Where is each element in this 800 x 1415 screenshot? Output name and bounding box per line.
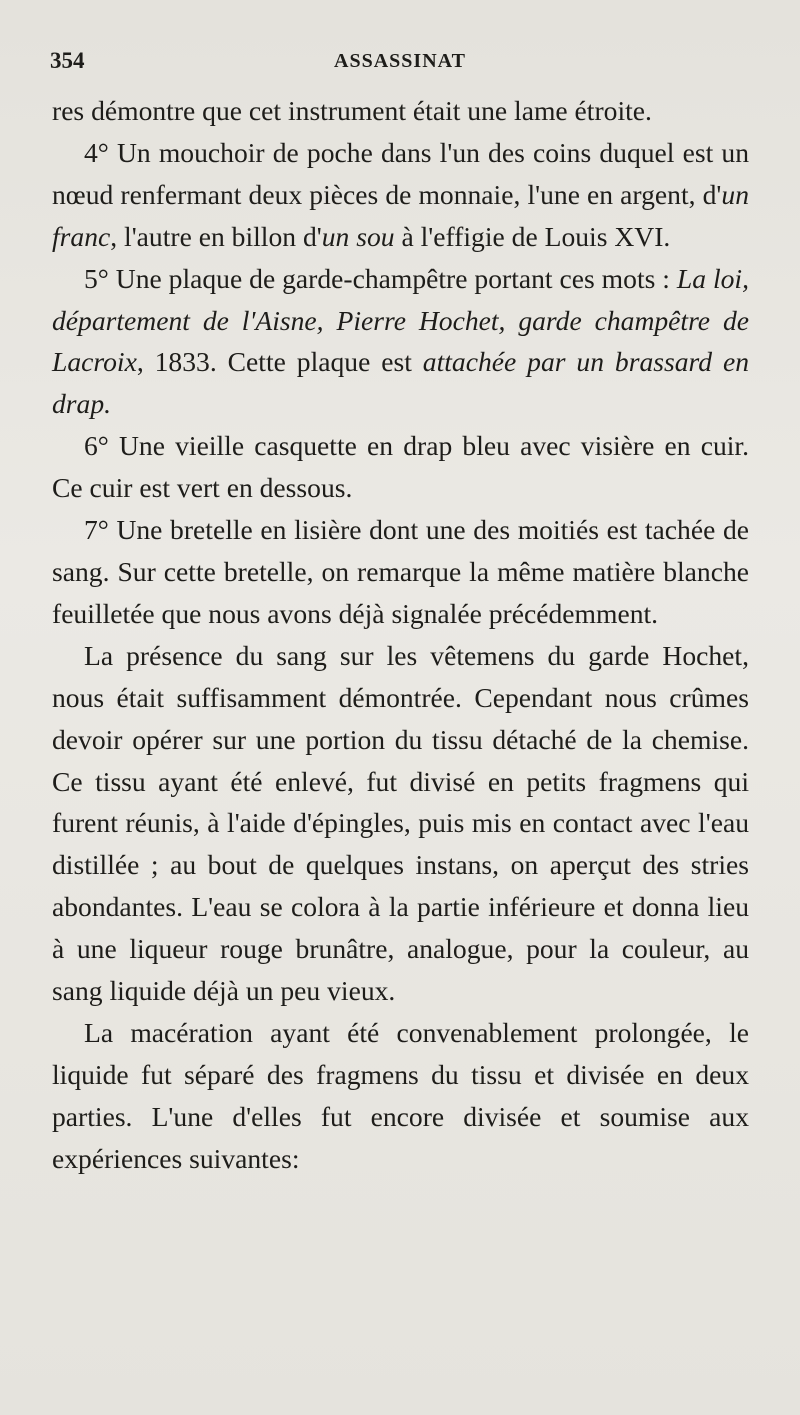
paragraph-p1 <box>52 132 749 258</box>
page-header <box>50 48 750 88</box>
italic-text: La loi, département de l'Aisne, Pierre Hochet, garde champêtre de Lacroix <box>52 262 749 378</box>
text-run: 6° Une vieille casquette en drap bleu avec visière en cuir. Ce cuir est vert en dessous. <box>52 430 749 504</box>
text-run: 5° Une plaque de garde-champêtre portant ces mots : <box>84 262 677 294</box>
paragraph-p2 <box>52 258 749 426</box>
text-run: La présence du sang sur les vêtemens du garde Hochet, nous était suffisamment démontrée. Cependant nous crûmes devoir opérer sur une portion du tissu détaché de la chemise. Ce tissu ayant été enlevé, fut divisé en petits fragmens qui furent réunis, à l'aide d'épingles, puis mis en contact avec l'eau distillée ; au bout de quelques instans, on aperçut des stries abondantes. L'eau se colora à la partie inférieure et donna lieu à une liqueur rouge brunâtre, analogue, pour la couleur, au sang liquide déjà un peu vieux. <box>52 639 749 1007</box>
text-run: , l'autre en billon d' <box>110 220 322 252</box>
paragraph-p0 <box>52 90 749 132</box>
paragraph-p4 <box>52 509 749 635</box>
paragraph-p6 <box>52 1012 749 1180</box>
text-run: , 1833. Cette plaque est <box>136 346 423 378</box>
italic-text: un sou <box>321 220 395 252</box>
text-run: 7° Une bretelle en lisière dont une des moitiés est tachée de sang. Sur cette bretelle, on remarque la même matière blanche feuilletée que nous avons déjà signalée précédemment. <box>52 514 749 629</box>
italic-text: un franc <box>52 178 749 252</box>
body-text <box>52 90 749 1180</box>
text-run: à l'effigie de Louis XVI. <box>394 220 671 252</box>
paragraph-p5 <box>52 635 749 1012</box>
paragraph-p3 <box>52 425 749 509</box>
text-run: 4° Un mouchoir de poche dans l'un des coins duquel est un nœud renfermant deux pièces de monnaie, l'une en argent, d' <box>52 136 749 210</box>
italic-text: attachée par un brassard en drap. <box>52 346 749 420</box>
text-run: La macération ayant été convenablement prolongée, le liquide fut séparé des fragmens du tissu et divisée en deux parties. L'une d'elles fut encore divisée et soumise aux expériences suivantes: <box>52 1016 749 1174</box>
page-number: 354 <box>50 48 85 73</box>
running-head: ASSASSINAT <box>334 50 466 72</box>
text-run: res démontre que cet instrument était une lame étroite. <box>52 95 652 126</box>
